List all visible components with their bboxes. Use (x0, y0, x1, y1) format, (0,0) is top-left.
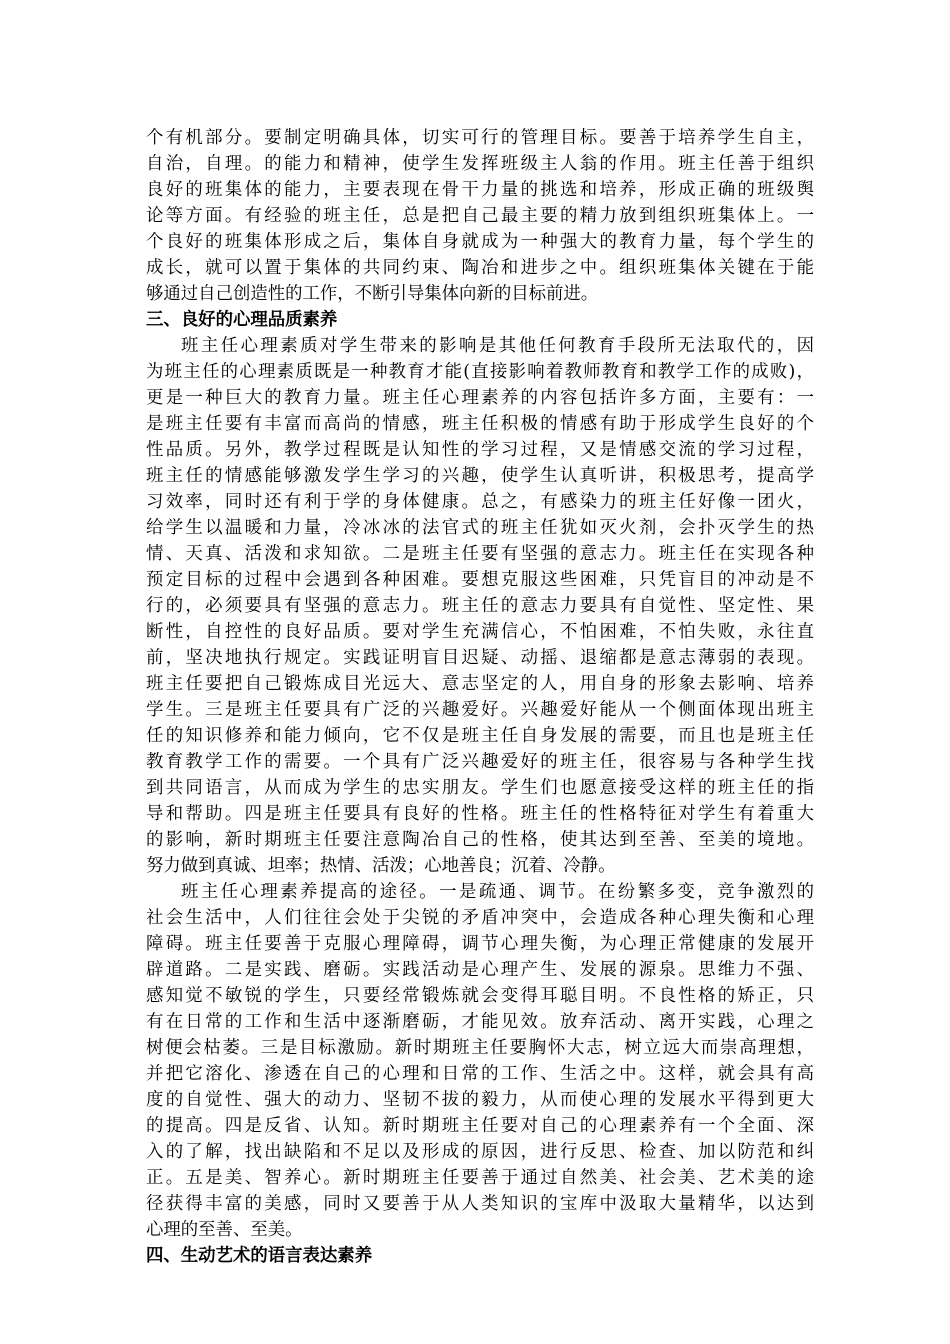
text-line: 障碍。班主任要善于克服心理障碍，调节心理失衡，为心理正常健康的发展开 (146, 934, 814, 954)
paragraph-2 (146, 333, 814, 879)
text-line: 的提高。四是反省、认知。新时期班主任要对自己的心理素养有一个全面、深 (146, 1116, 814, 1136)
text-line: 论等方面。有经验的班主任，总是把自己最主要的精力放到组织班集体上。一 (146, 206, 814, 226)
text-line: 并把它溶化、渗透在自己的心理和日常的工作、生活之中。这样，就会具有高 (146, 1064, 814, 1084)
text-line: 班主任的情感能够激发学生学习的兴趣，使学生认真听讲，积极思考，提高学 (146, 466, 814, 486)
text-line: 行的，必须要具有坚强的意志力。班主任的意志力要具有自觉性、坚定性、果 (146, 596, 814, 616)
text-line: 到共同语言，从而成为学生的忠实朋友。学生们也愿意接受这样的班主任的指 (146, 778, 814, 798)
text-line: 良好的班集体的能力，主要表现在骨干力量的挑选和培养，形成正确的班级舆 (146, 180, 814, 200)
text-line: 自治，自理。的能力和精神，使学生发挥班级主人翁的作用。班主任善于组织 (146, 154, 814, 174)
text-line: 习效率，同时还有利于学的身体健康。总之，有感染力的班主任好像一团火， (146, 492, 814, 512)
text-line: 班主任心理素质对学生带来的影响是其他任何教育手段所无法取代的，因 (181, 336, 814, 356)
text-line: 断性，自控性的良好品质。要对学生充满信心，不怕困难，不怕失败，永往直 (146, 622, 814, 642)
text-line: 感知觉不敏锐的学生，只要经常锻炼就会变得耳聪目明。不良性格的矫正，只 (146, 986, 814, 1006)
text-line: 任的知识修养和能力倾向，它不仅是班主任自身发展的需要，而且也是班主任 (146, 726, 814, 746)
text-line: 辟道路。二是实践、磨砺。实践活动是心理产生、发展的源泉。思维力不强、 (146, 960, 814, 980)
text-line: 前，坚决地执行规定。实践证明盲目迟疑、动摇、退缩都是意志薄弱的表现。 (146, 648, 814, 668)
text-line: 教育教学工作的需要。一个具有广泛兴趣爱好的班主任，很容易与各种学生找 (146, 752, 814, 772)
text-line: 是班主任要有丰富而高尚的情感，班主任积极的情感有助于形成学生良好的个 (146, 414, 814, 434)
text-line: 给学生以温暖和力量，冷冰冰的法官式的班主任犹如灭火剂，会扑灭学生的热 (146, 518, 814, 538)
text-line: 入的了解，找出缺陷和不足以及形成的原因，进行反思、检查、加以防范和纠 (146, 1142, 814, 1162)
text-line: 个有机部分。要制定明确具体，切实可行的管理目标。要善于培养学生自主， (146, 128, 814, 148)
text-line: 导和帮助。四是班主任要具有良好的性格。班主任的性格特征对学生有着重大 (146, 804, 814, 824)
text-line: 成长，就可以置于集体的共同约束、陶冶和进步之中。组织班集体关键在于能 (146, 258, 814, 278)
text-line: 够通过自己创造性的工作，不断引导集体向新的目标前进。 (146, 284, 599, 304)
document-page (146, 125, 814, 1269)
section-heading-3: 三、良好的心理品质素养 (146, 310, 338, 330)
text-line: 预定目标的过程中会遇到各种困难。要想克服这些困难，只凭盲目的冲动是不 (146, 570, 814, 590)
paragraph-3 (146, 879, 814, 1243)
text-line: 努力做到真诚、坦率；热情、活泼；心地善良；沉着、冷静。 (146, 856, 616, 876)
text-line: 径获得丰富的美感，同时又要善于从人类知识的宝库中汲取大量精华，以达到 (146, 1194, 814, 1214)
text-line: 的影响，新时期班主任要注意陶冶自己的性格，使其达到至善、至美的境地。 (146, 830, 814, 850)
text-line: 为班主任的心理素质既是一种教育才能(直接影响着教师教育和教学工作的成败)， (146, 362, 814, 382)
text-line: 度的自觉性、强大的动力、坚韧不拔的毅力，从而使心理的发展水平得到更大 (146, 1090, 814, 1110)
section-heading-4: 四、生动艺术的语言表达素养 (146, 1246, 373, 1266)
text-line: 班主任要把自己锻炼成目光远大、意志坚定的人，用自身的形象去影响、培养 (146, 674, 814, 694)
text-line: 有在日常的工作和生活中逐渐磨砺，才能见效。放弃活动、离开实践，心理之 (146, 1012, 814, 1032)
text-line: 树便会枯萎。三是目标激励。新时期班主任要胸怀大志，树立远大而崇高理想， (146, 1038, 814, 1058)
text-line: 性品质。另外，教学过程既是认知性的学习过程，又是情感交流的学习过程， (146, 440, 814, 460)
text-line: 心理的至善、至美。 (146, 1220, 303, 1240)
text-line: 个良好的班集体形成之后，集体自身就成为一种强大的教育力量，每个学生的 (146, 232, 814, 252)
text-line: 正。五是美、智养心。新时期班主任要善于通过自然美、社会美、艺术美的途 (146, 1168, 814, 1188)
paragraph-1 (146, 125, 814, 307)
text-line: 情、天真、活泼和求知欲。二是班主任要有坚强的意志力。班主任在实现各种 (146, 544, 814, 564)
text-line: 社会生活中，人们往往会处于尖锐的矛盾冲突中，会造成各种心理失衡和心理 (146, 908, 814, 928)
text-line: 班主任心理素养提高的途径。一是疏通、调节。在纷繁多变，竞争激烈的 (181, 882, 814, 902)
text-line: 学生。三是班主任要具有广泛的兴趣爱好。兴趣爱好能从一个侧面体现出班主 (146, 700, 814, 720)
text-line: 更是一种巨大的教育力量。班主任心理素养的内容包括许多方面，主要有：一 (146, 388, 814, 408)
